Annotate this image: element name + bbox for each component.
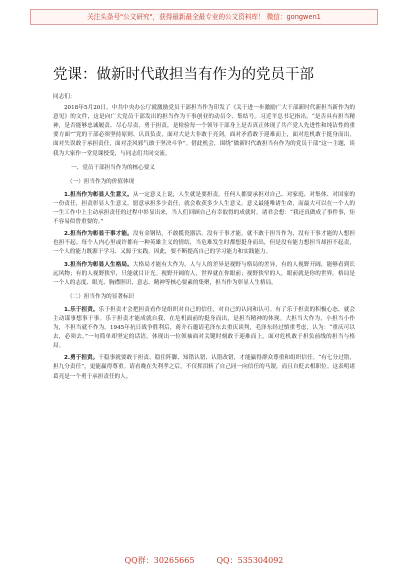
list-item xyxy=(53,261,355,288)
subsection-heading-1: （一）担当作为的价值体现 xyxy=(67,178,135,185)
item-lead: 1.乐于担责。 xyxy=(64,306,99,313)
qq-group-number: QQ群：30265665 xyxy=(124,556,195,565)
section-heading-1: 一、党员干部担当作为的核心要义 xyxy=(71,164,155,171)
list-item xyxy=(53,306,355,351)
intro-paragraph: 2018年5月20日，中共中央办公厅就激励党员干部担当作为印发了《关于进一步激励广大干部新时代新担当新作为的意见》的文件，这是向广大党员干部发出的担当作为干事创业的动员令、集结号。习近平总书记指出，“是否具有担当精神，是否能够忠诚履责、尽心尽责、勇于担责，是检验每一个领导干部身上是否真正体现了共产党人先进性和纯洁性的重要方面”“党的干部必须坚持原则、认真负责，面对大是大非敢于亮剑，面对矛盾敢于迎难而上，面对危机敢于挺身而出，面对失误敢于承担责任，面对歪风邪气敢于坚决斗争”。借此机会，围绕“做新时代敢担当有作为的党员干部”这一主题，谈我为大家作一堂党课授受，与同志们共同交流。 xyxy=(53,105,355,157)
item-text: 从一定意义上说，人生就是要担责。任何人都要承担对自己、对家庭、对集体、对国家的一份责任，担责彰显人生意义。愿意承担多少责任，就会收获多少人生意义。意义最能唯诸生命，而最大可以在一个人的一生工作中上主动承担责任的过程中彰显出来，当人们回顾自己有幸取得的成就时，诸君会想：“我还真做成了事件事，矩不容易似曾重要的。” xyxy=(53,191,355,226)
item-lead: 2.勇于担责。 xyxy=(64,355,99,362)
item-lead: 2.担当作为彰显干事才能。 xyxy=(64,231,133,238)
item-text: 干稳事就要敢于担责、稳住阵脚、知错认错、认错改错，才能赢得群众尊重和组织信任。“有七分过错，担九分责任”，更能赢得尊重。请看晚在失利孝之后，不仅挥泪斩了自己同一向信任的马谡，而且自贬去相职位。这表明诸葛亮是一个勇于承担责任的人。 xyxy=(53,355,355,380)
qq-number: QQ：535304092 xyxy=(216,556,284,565)
footer-contact xyxy=(0,554,408,568)
greeting: 同志们： xyxy=(53,94,76,100)
list-item xyxy=(53,230,355,257)
list-item xyxy=(53,354,355,381)
item-lead: 1.担当作为彰显人生意义。 xyxy=(64,191,133,198)
item-text: 乐于担责才会把担责看作是组织对自己的信任，对自己的认同和认可。有了乐于担责的积极心态，就会主动谋事想事干事。乐于担责才能成就自我，在危机面前的挺身而出，是担当精神的体现。大担当大作为，小担当小作为，不担当就不作为。1945年抗日战争胜利后，蒋介石邀请毛泽东去重庆谈判，毛泽东经过慎重考虑，认为：“重庆可以去，必须去，”一句简单却坚定的话语，体现出一位领袖面对关键时刻敢于迎难而上，面对危机敢于担负前线的担当与格局。 xyxy=(53,306,355,350)
item-lead: 3.担当作为彰显人生格局。 xyxy=(64,261,133,268)
item-text: 没有金钢钻，不敢揽瓷器活。没有干事才能，就不敢于担当作为，没有干事才能的人想担也担不起。每个人内心里或许都有一种英雄主义的情结，当危难发生时都想挺身而出，但是没有能力想担当却担不起责，一个人的能力既源于学习、又源于实践。因此，要不断提高自己的学习能力和实践能力。 xyxy=(53,231,355,256)
document-body xyxy=(53,93,355,385)
item-text: 大格局才能有大作为。人与人的差异是视野与格局的差异，有的人视野开阔，能够看到长远风物；有的人视野狭窄，只能就目计光。视野开阔的人，世界就在你眼前；视野狭窄的人，眼前就是你的世界。格局是一个人的志度、眼光、胸襟胆识、意志、精神等核心要素的集聚，担当作为彰显人生格局。 xyxy=(53,261,355,286)
list-item xyxy=(53,191,355,227)
subsection-heading-2: （二）担当作为的显著标识 xyxy=(67,293,135,300)
top-promo-banner: 关注头条号"公文研究"，获得最新最全最专业的公文资料库！ 微信：gongwen1 xyxy=(30,9,378,25)
page-title: 党课：做新时代敢担当有作为的党员干部 xyxy=(53,67,314,83)
